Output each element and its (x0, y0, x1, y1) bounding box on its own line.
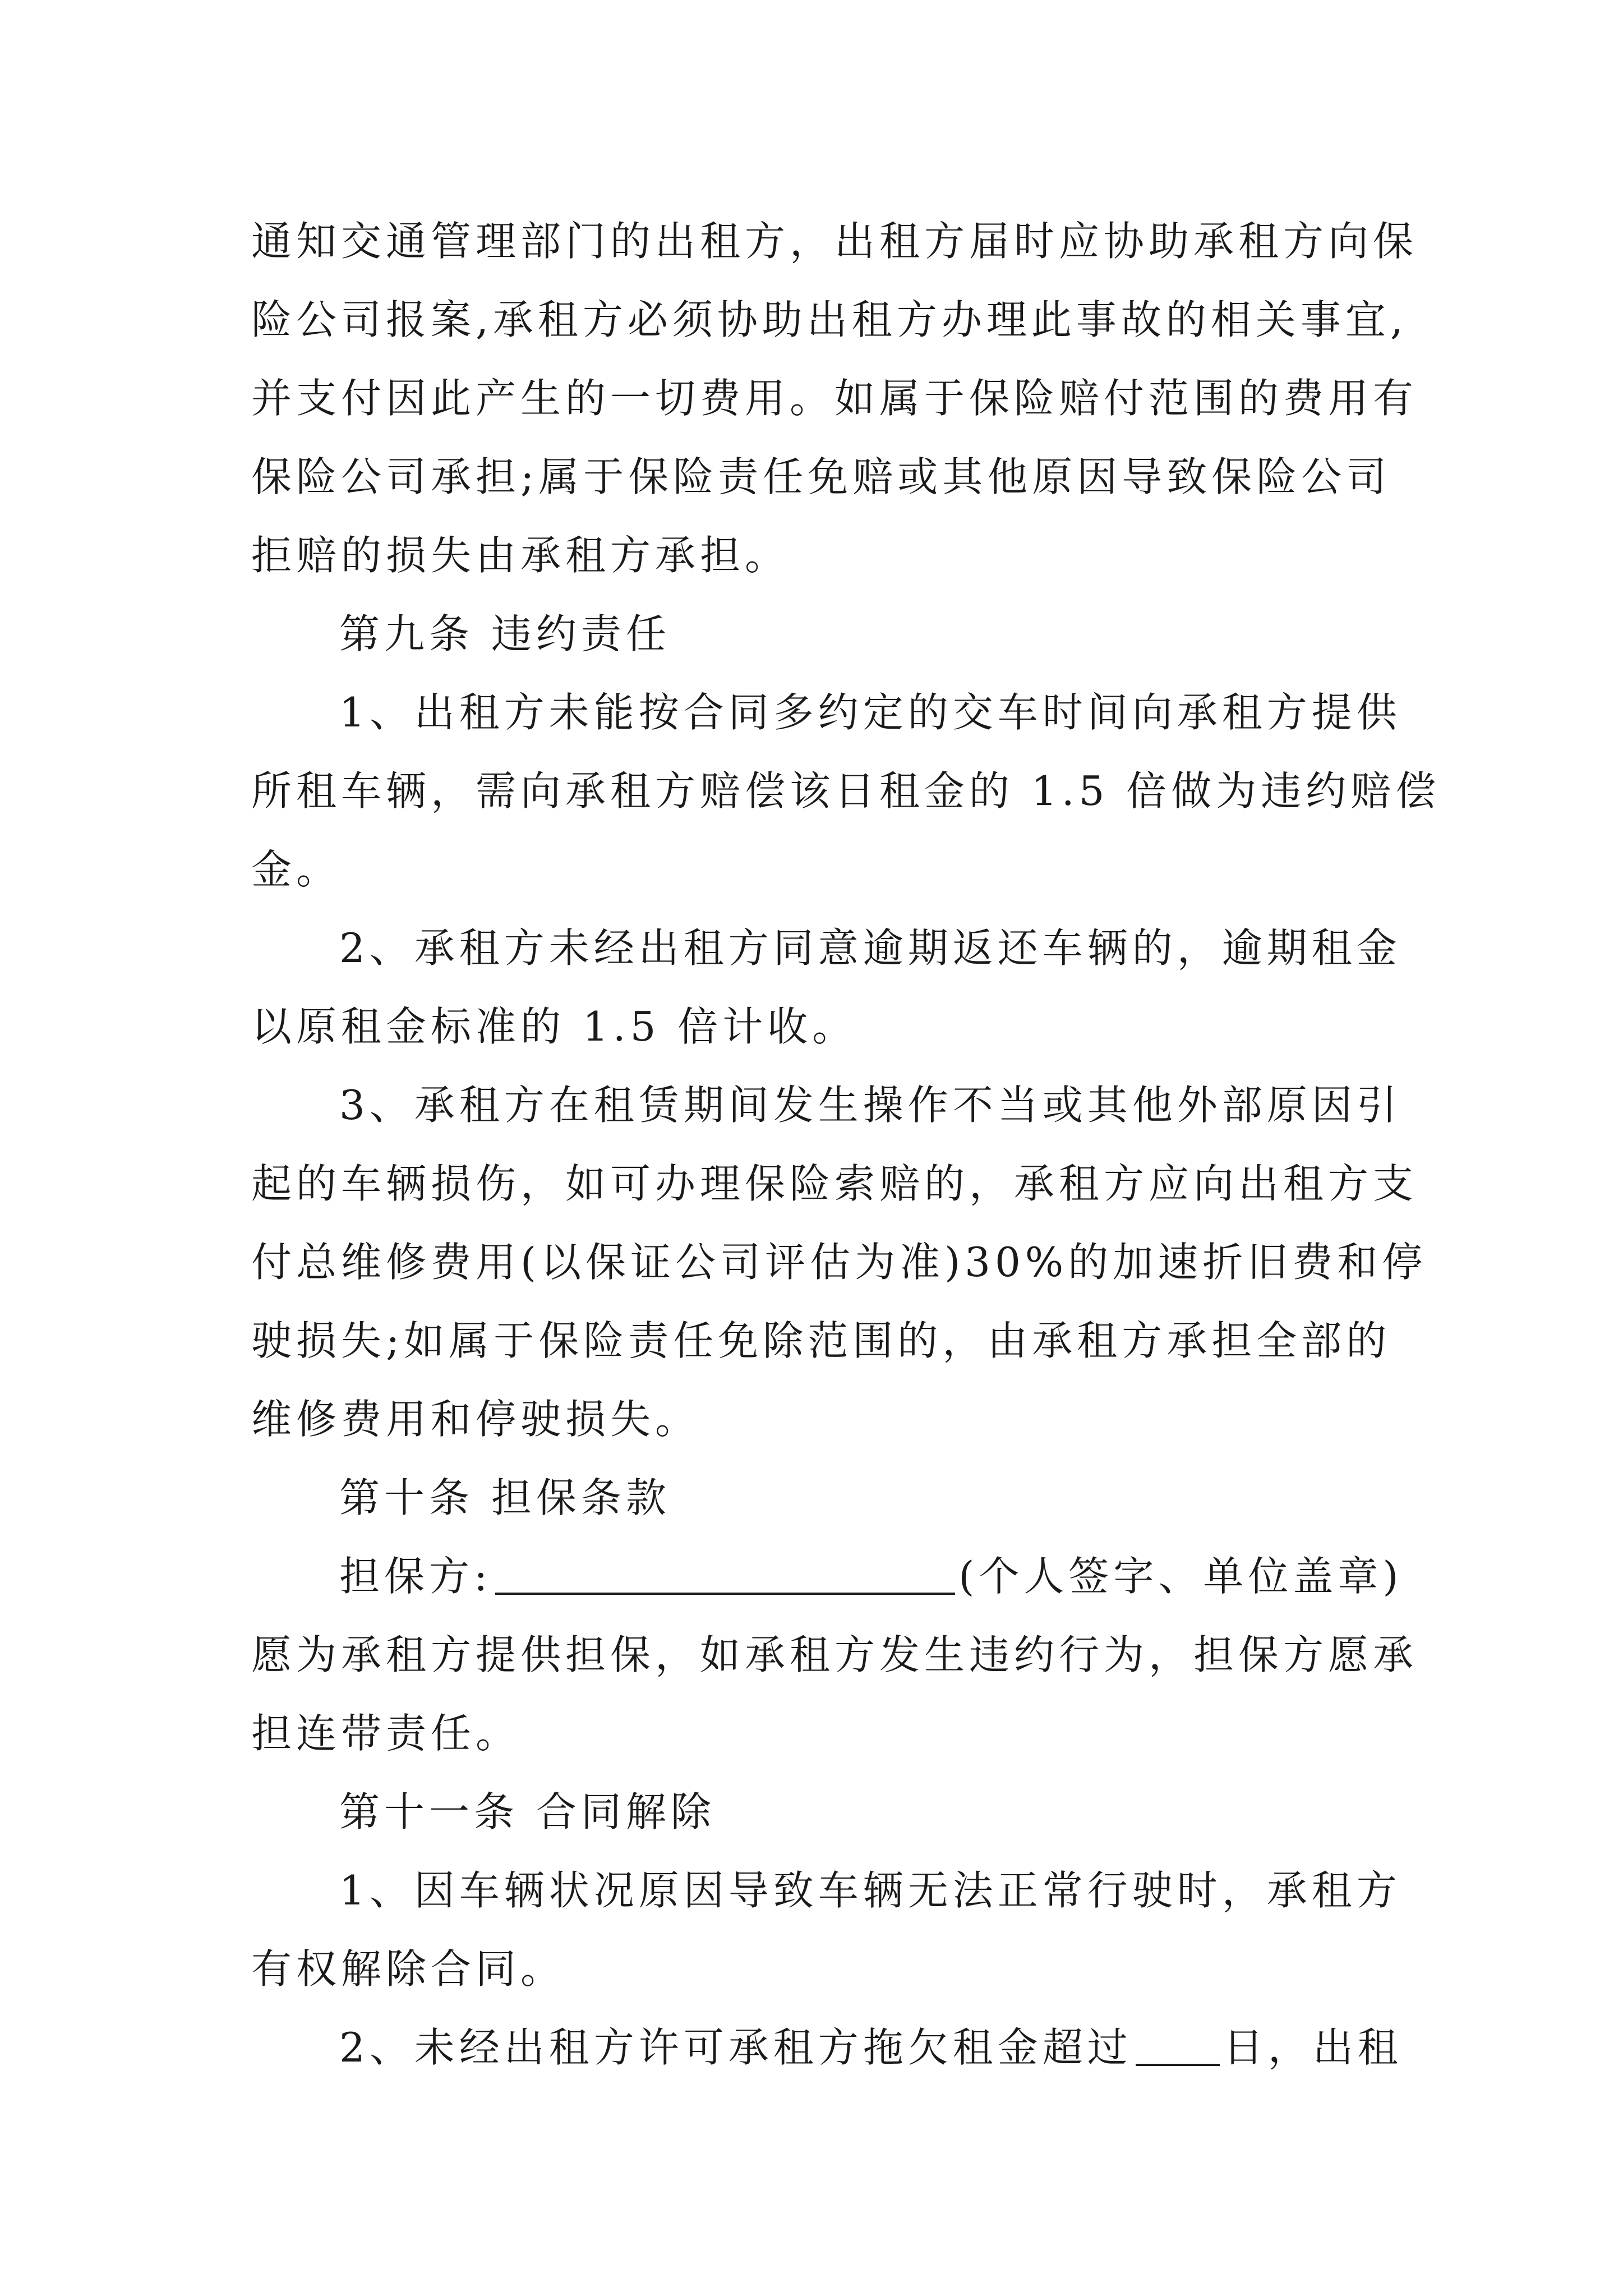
section-heading: 第九条 违约责任 (339, 610, 671, 657)
text-line: 并支付因此产生的一切费用。如属于保险赔付范围的费用有 (251, 375, 1418, 422)
text-line: 以原租金标准的 1.5 倍计收。 (251, 1003, 857, 1050)
text-line: 通知交通管理部门的出租方，出租方届时应协助承租方向保 (251, 218, 1418, 265)
text-line: 险公司报案,承租方必须协助出租方办理此事故的相关事宜, (251, 296, 1408, 343)
text-line: 担连带责任。 (251, 1710, 521, 1757)
text-line: 保险公司承担;属于保险责任免赔或其他原因导致保险公司 (251, 453, 1391, 500)
text-line: 金。 (251, 846, 342, 893)
guarantor-line (339, 1545, 1403, 1607)
guarantor-label: 担保方: (339, 1553, 492, 1600)
text-line: 2、承租方未经出租方同意逾期返还车辆的，逾期租金 (339, 924, 1401, 972)
text-line: 有权解除合同。 (251, 1945, 566, 1993)
text-line: 驶损失;如属于保险责任免除范围的，由承租方承担全部的 (251, 1317, 1391, 1364)
text-line: 3、承租方在租赁期间发生操作不当或其他外部原因引 (339, 1082, 1401, 1129)
guarantor-suffix: (个人签字、单位盖章) (958, 1553, 1403, 1600)
text-line: 维修费用和停驶损失。 (251, 1396, 700, 1443)
text-line: 1、因车辆状况原因导致车辆无法正常行驶时，承租方 (339, 1867, 1401, 1914)
text-line: 拒赔的损失由承租方承担。 (251, 532, 790, 579)
guarantor-signature-blank (495, 1553, 955, 1595)
text-line: 所租车辆，需向承租方赔偿该日租金的 1.5 倍做为违约赔偿 (251, 767, 1441, 815)
text-line: 付总维修费用(以保证公司评估为准)30%的加速折旧费和停 (251, 1239, 1427, 1286)
section-heading: 第十条 担保条款 (339, 1474, 671, 1521)
text-line: 起的车辆损伤，如可办理保险索赔的，承租方应向出租方支 (251, 1160, 1418, 1207)
text-line: 愿为承租方提供担保，如承租方发生违约行为，担保方愿承 (251, 1631, 1418, 1678)
last-line (339, 2017, 1403, 2078)
last-line-suffix: 日，出租 (1223, 2024, 1403, 2071)
last-line-prefix: 2、未经出租方许可承租方拖欠租金超过 (339, 2024, 1132, 2071)
section-heading: 第十一条 合同解除 (339, 1788, 716, 1835)
text-line: 1、出租方未能按合同多约定的交车时间向承租方提供 (339, 689, 1401, 736)
days-blank (1136, 2024, 1220, 2066)
